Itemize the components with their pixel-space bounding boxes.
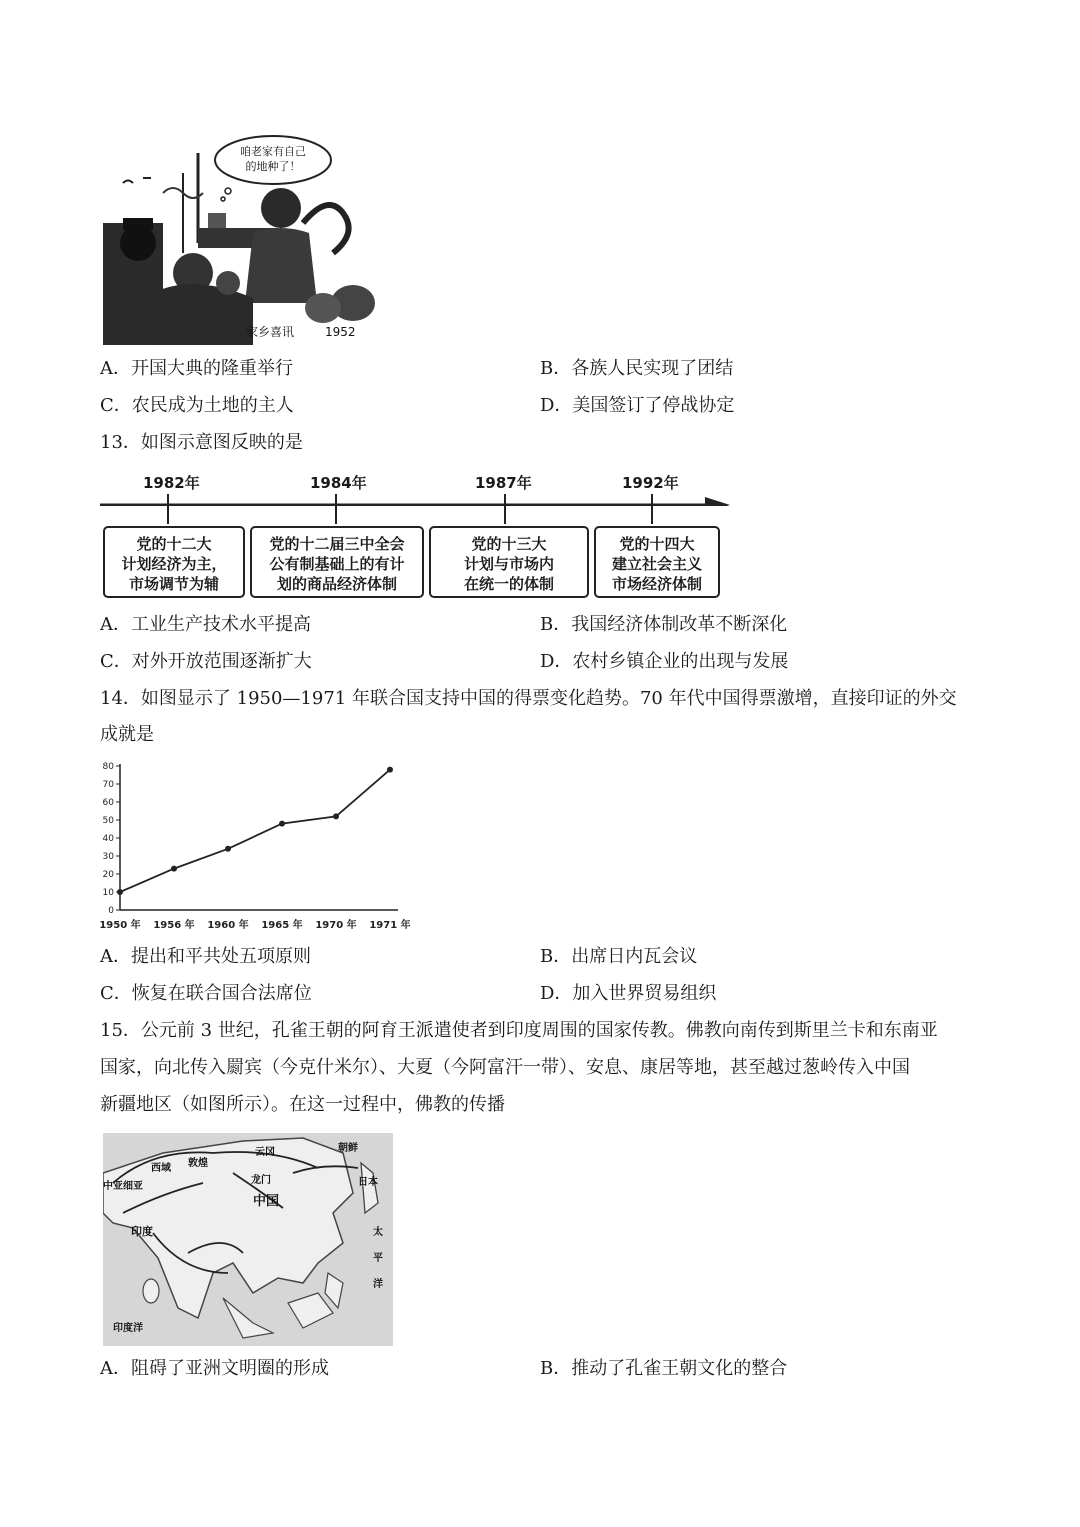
timeline-figure (100, 466, 740, 602)
cartoon-year: 1952 (325, 325, 356, 339)
map-label-dunhuang: 敦煌 (188, 1158, 208, 1169)
timeline-box-line: 划的商品经济体制 (276, 575, 397, 593)
map-label-japan: 日本 (358, 1177, 378, 1188)
q14-option-b[interactable]: B．出席日内瓦会议 (540, 946, 698, 967)
q15-stem-line3: 新疆地区（如图所示）。在这一过程中，佛教的传播 (100, 1094, 505, 1115)
q15-stem-line1: 15．公元前 3 世纪，孔雀王朝的阿育王派遣使者到印度周围的国家传教。佛教向南传到斯里兰卡和东南亚 (100, 1020, 938, 1041)
q14-stem-line2: 成就是 (100, 724, 154, 745)
q12-option-b[interactable]: B．各族人民实现了团结 (540, 358, 734, 379)
timeline-box-line: 计划与市场内 (463, 555, 554, 573)
q13-option-d[interactable]: D．农村乡镇企业的出现与发展 (540, 651, 789, 672)
chart-data-point (171, 866, 177, 872)
map-label-central-asia: 中亚细亚 (103, 1181, 143, 1192)
map-label-pacific-3: 洋 (373, 1279, 383, 1290)
timeline-year-1982: 1982年 (143, 474, 200, 492)
chart-y-tick-label: 0 (108, 906, 114, 916)
timeline-box-line: 党的十三大 (471, 535, 547, 553)
map-label-yungang: 云冈 (255, 1147, 275, 1158)
timeline-year-1992: 1992年 (622, 474, 679, 492)
chart-x-tick-label: 1956 年 (153, 920, 195, 931)
timeline-box-1984 (250, 526, 424, 598)
q12-option-a[interactable]: A．开国大典的隆重举行 (100, 358, 293, 379)
q14-option-a[interactable]: A．提出和平共处五项原则 (100, 946, 311, 967)
timeline-box-line: 建立社会主义 (611, 555, 702, 573)
map-label-indian-ocean: 印度洋 (113, 1323, 143, 1334)
chart-x-tick-label: 1965 年 (261, 920, 303, 931)
chart-x-tick-label: 1950 年 (100, 920, 141, 931)
cartoon-illustration (103, 133, 388, 345)
chart-y-tick-label: 70 (102, 780, 114, 790)
chart-y-tick-label: 20 (102, 870, 114, 880)
timeline-box-line: 公有制基础上的有计 (269, 555, 405, 573)
map-label-india: 印度 (131, 1225, 153, 1238)
map-label-longmen: 龙门 (251, 1175, 271, 1186)
map-label-pacific-2: 平 (373, 1253, 383, 1264)
q14-option-c[interactable]: C．恢复在联合国合法席位 (100, 983, 312, 1004)
vote-chart-svg (100, 758, 420, 938)
cartoon-caption: 家乡喜讯 (246, 325, 295, 339)
buddhism-map-svg (103, 1133, 393, 1346)
timeline-box-1992 (594, 526, 720, 598)
cartoon-figure (103, 133, 388, 345)
map-label-western-regions: 西域 (151, 1163, 171, 1174)
q12-option-d[interactable]: D．美国签订了停战协定 (540, 395, 735, 416)
q12-option-c[interactable]: C．农民成为土地的主人 (100, 395, 294, 416)
timeline-box-line: 党的十二届三中全会 (269, 535, 405, 553)
q14-stem-line1: 14．如图显示了 1950—1971 年联合国支持中国的得票变化趋势。70 年代中国得票激增，直接印证的外交 (100, 688, 957, 709)
chart-x-tick-label: 1960 年 (207, 920, 249, 931)
q15-stem-line2: 国家，向北传入罽宾（今克什米尔）、大夏（今阿富汗一带）、安息、康居等地，甚至越过葱岭传入中国 (100, 1057, 910, 1078)
q14-option-d[interactable]: D．加入世界贸易组织 (540, 983, 717, 1004)
timeline-year-1984: 1984年 (310, 474, 367, 492)
chart-y-tick-label: 50 (102, 816, 114, 826)
timeline-box-line: 党的十四大 (619, 535, 695, 553)
map-label-china: 中国 (253, 1194, 280, 1209)
vote-chart (100, 758, 420, 938)
chart-y-tick-label: 30 (102, 852, 114, 862)
q13-option-a[interactable]: A．工业生产技术水平提高 (100, 614, 311, 635)
timeline-box-line: 在统一的体制 (463, 575, 554, 593)
cartoon-bubble-line2: 的地种了！ (245, 160, 301, 173)
chart-y-tick-label: 80 (102, 762, 114, 772)
map-label-korea: 朝鲜 (338, 1143, 358, 1154)
timeline-box-line: 市场经济体制 (611, 575, 702, 593)
chart-y-tick-label: 40 (102, 834, 114, 844)
chart-data-point (387, 767, 393, 773)
chart-y-tick-label: 10 (102, 888, 114, 898)
cartoon-bubble-line1: 咱老家有自己 (240, 145, 306, 158)
q13-option-c[interactable]: C．对外开放范围逐渐扩大 (100, 651, 312, 672)
chart-x-tick-label: 1970 年 (315, 920, 357, 931)
buddhism-map (103, 1133, 393, 1346)
timeline-ticks (100, 494, 740, 524)
timeline-year-1987: 1987年 (475, 474, 532, 492)
q15-option-a[interactable]: A．阻碍了亚洲文明圈的形成 (100, 1358, 329, 1379)
chart-data-point (225, 846, 231, 852)
timeline-box-line: 计划经济为主， (121, 555, 227, 573)
q15-option-b[interactable]: B．推动了孔雀王朝文化的整合 (540, 1358, 788, 1379)
chart-data-point (117, 889, 123, 895)
timeline-box-line: 党的十二大 (136, 535, 212, 553)
timeline-box-1987 (429, 526, 589, 598)
map-label-pacific-1: 太 (373, 1227, 383, 1238)
chart-series-line (120, 770, 390, 892)
chart-data-point (279, 821, 285, 827)
timeline-box-line: 市场调节为辅 (128, 575, 219, 593)
q13-option-b[interactable]: B．我国经济体制改革不断深化 (540, 614, 788, 635)
chart-data-point (333, 813, 339, 819)
chart-x-tick-label: 1971 年 (369, 920, 411, 931)
chart-y-tick-label: 60 (102, 798, 114, 808)
timeline-box-1982 (103, 526, 245, 598)
q13-stem: 13．如图示意图反映的是 (100, 432, 303, 453)
